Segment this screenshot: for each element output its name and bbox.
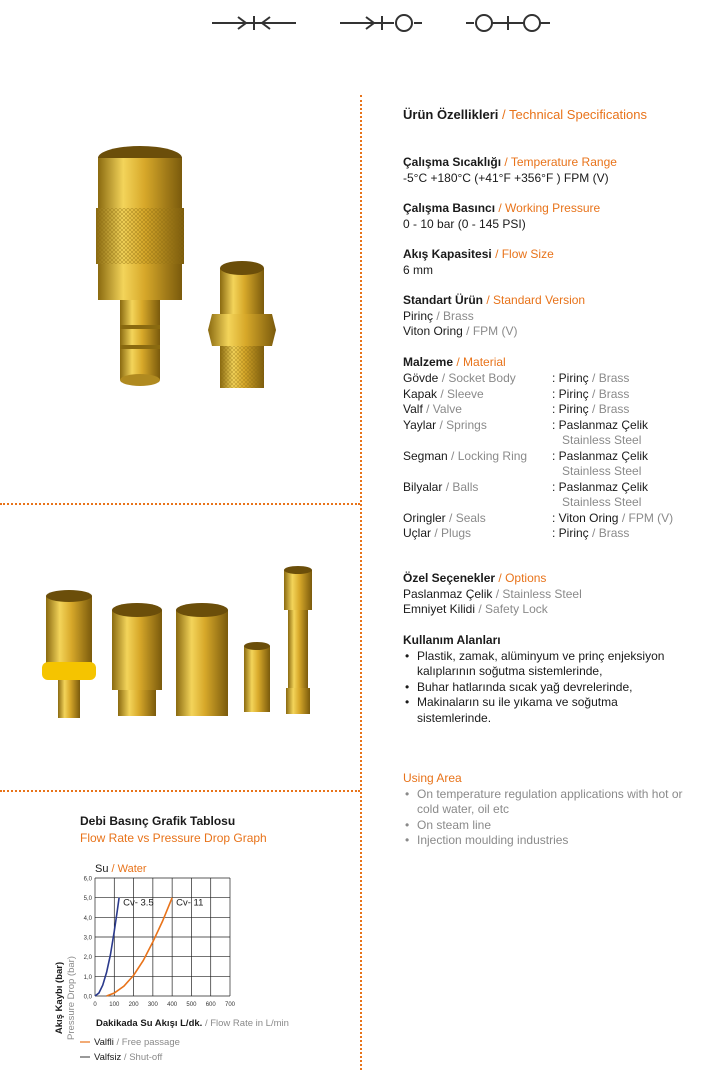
- material-row-value: [552, 526, 629, 542]
- material-heading: [403, 355, 506, 371]
- y-axis-label-tr: Akış Kaybı (bar): [54, 961, 65, 1035]
- medium-label-tr: Su: [95, 863, 109, 875]
- material-value-tr: : Pirinç: [552, 371, 589, 385]
- material-part-tr: Kapak: [403, 386, 438, 401]
- material-row-label: [403, 480, 478, 496]
- material-part-tr: Gövde: [403, 371, 439, 385]
- standard-label-tr: Standart Ürün: [403, 293, 484, 307]
- x-tick-label: 100: [109, 1002, 120, 1008]
- list-item: • Injection moulding industries: [403, 833, 683, 849]
- material-part-tr: Oringler: [403, 510, 446, 525]
- material-row-value: [552, 402, 629, 418]
- material-part-en: / Socket Body: [441, 371, 516, 385]
- chart-grid: [95, 878, 230, 996]
- material-value-tr: : Pirinç: [552, 526, 589, 540]
- material-row-label: [403, 387, 484, 403]
- usage-tr-block: [403, 633, 683, 726]
- temp-value: -5°C +180°C (+41°F +356°F ) FPM (V): [403, 170, 609, 185]
- material-row-value: [552, 480, 648, 511]
- x-tick-label: 700: [224, 1002, 236, 1008]
- list-item: • Buhar hatlarında sıcak yağ devrelerinde,: [403, 680, 683, 696]
- list-item: • On steam line: [403, 818, 683, 834]
- x-axis-label-en: / Flow Rate in L/min: [204, 1018, 289, 1029]
- vertical-divider: [360, 95, 362, 1070]
- coupling-symbol-2-icon: [340, 12, 422, 34]
- material-value-en: / Brass: [592, 402, 630, 416]
- usage-en-label: Using Area: [403, 771, 462, 785]
- material-value-tr: : Viton Oring: [552, 510, 619, 525]
- material-row-value: [552, 387, 629, 403]
- y-tick-label: 4,0: [83, 915, 92, 922]
- material-label-tr: Malzeme: [403, 355, 454, 369]
- x-axis-label: [96, 1018, 289, 1029]
- material-value-en-line: Stainless Steel: [562, 464, 642, 478]
- material-part-tr: Valf: [403, 402, 423, 416]
- list-item: • On temperature regulation applications with hot or cold water, oil etc: [403, 787, 683, 818]
- material-value-en-line: Stainless Steel: [562, 433, 642, 447]
- y-tick-label: 5,0: [83, 896, 92, 903]
- y-axis-label-en: Pressure Drop (bar): [66, 956, 77, 1040]
- material-value-tr: : Paslanmaz Çelik: [552, 417, 649, 432]
- material-part-en: / Sleeve: [440, 386, 484, 401]
- flow-pressure-chart: [50, 858, 340, 1068]
- usage-tr-label: Kullanım Alanları: [403, 633, 501, 647]
- material-value-tr: : Paslanmaz Çelik: [552, 448, 649, 463]
- material-part-tr: Segman: [403, 448, 448, 463]
- material-part-tr: Uçlar: [403, 526, 432, 540]
- temp-label-tr: Çalışma Sıcaklığı: [403, 155, 502, 169]
- material-row-label: [403, 449, 527, 465]
- standard-block: [403, 293, 585, 340]
- list-item: • Plastik, zamak, alüminyum ve prinç enjeksiyon kalıplarının soğutma sistemlerinde,: [403, 649, 683, 680]
- material-row-value: [552, 418, 648, 449]
- material-row-label: [403, 526, 471, 542]
- series-label: Cv- 3.5: [123, 897, 154, 909]
- flow-label-tr: Akış Kapasitesi: [403, 247, 492, 261]
- specs-title-tr: Ürün Özellikleri: [403, 107, 499, 122]
- y-tick-label: 0,0: [83, 994, 92, 1001]
- legend-1-tr: Valfli: [94, 1037, 114, 1048]
- legend-1-en: / Free passage: [116, 1037, 180, 1048]
- material-row-value: [552, 449, 648, 480]
- pressure-block: [403, 201, 600, 232]
- legend-2-en: / Shut-off: [123, 1052, 163, 1063]
- specs-title-en: / Technical Specifications: [502, 107, 648, 122]
- standard-line2-en: / FPM (V): [466, 324, 518, 338]
- material-row-label: [403, 511, 486, 527]
- material-row-label: [403, 418, 487, 434]
- graph-subtitle: Flow Rate vs Pressure Drop Graph: [80, 831, 267, 845]
- x-tick-label: 200: [128, 1002, 139, 1008]
- medium-label-en: / Water: [111, 863, 147, 875]
- material-value-en: / Brass: [592, 371, 630, 385]
- horizontal-divider-top: [0, 503, 360, 505]
- material-part-en: / Balls: [445, 479, 479, 494]
- options-line1-tr: Paslanmaz Çelik: [403, 586, 493, 601]
- material-part-en: / Plugs: [434, 526, 472, 540]
- material-part-en: / Valve: [426, 402, 462, 416]
- material-part-en: / Locking Ring: [451, 448, 528, 463]
- temp-label-en: / Temperature Range: [504, 155, 617, 169]
- y-tick-labels: [84, 877, 93, 1001]
- options-line2-en: / Safety Lock: [478, 602, 548, 616]
- x-tick-label: 0: [93, 1002, 97, 1008]
- legend-1: [94, 1037, 180, 1048]
- y-tick-label: 2,0: [83, 955, 92, 962]
- standard-line1-en: / Brass: [436, 308, 474, 323]
- options-label-en: / Options: [498, 571, 547, 585]
- list-item: • Makinaların su ile yıkama ve soğutma sistemlerinde.: [403, 695, 683, 726]
- horizontal-divider-bottom: [0, 790, 360, 792]
- temperature-block: [403, 155, 617, 186]
- standard-line1-tr: Pirinç: [403, 308, 434, 323]
- y-tick-label: 3,0: [83, 935, 92, 942]
- x-tick-label: 600: [205, 1002, 216, 1008]
- material-value-en: / Brass: [592, 526, 630, 540]
- standard-label-en: / Standard Version: [486, 293, 586, 307]
- product-range-image: [36, 566, 336, 726]
- flow-value: 6 mm: [403, 262, 433, 277]
- x-tick-label: 400: [167, 1002, 178, 1008]
- medium-label: [95, 863, 147, 875]
- usage-en-list: [403, 787, 683, 849]
- usage-en-block: [403, 771, 683, 849]
- flow-label-en: / Flow Size: [495, 247, 554, 261]
- options-line1-en: / Stainless Steel: [495, 586, 582, 601]
- series-label: Cv- 11: [176, 897, 204, 909]
- material-label-en: / Material: [456, 355, 506, 369]
- x-tick-labels: [93, 1002, 235, 1008]
- coupling-symbol-3-icon: [466, 12, 550, 34]
- series-labels: [123, 898, 203, 909]
- y-tick-label: 1,0: [83, 974, 92, 981]
- material-value-en-line: Stainless Steel: [562, 495, 642, 509]
- series-line-0: [95, 898, 119, 996]
- product-main-socket-image: [80, 140, 360, 400]
- material-part-en: / Seals: [449, 510, 486, 525]
- material-part-en: / Springs: [439, 417, 487, 432]
- material-row-label: [403, 402, 462, 418]
- options-block: [403, 571, 582, 618]
- options-line2-tr: Emniyet Kilidi: [403, 602, 476, 616]
- legend-2-tr: Valfsiz: [94, 1052, 122, 1063]
- material-part-tr: Bilyalar: [403, 479, 443, 494]
- x-axis-label-tr: Dakikada Su Akışı L/dk.: [96, 1018, 203, 1029]
- material-value-tr: : Pirinç: [552, 386, 589, 401]
- material-row-label: [403, 371, 516, 387]
- legend-2: [94, 1052, 163, 1063]
- coupling-symbol-1-icon: [212, 12, 296, 34]
- material-value-en: / FPM (V): [621, 510, 674, 525]
- pressure-label-tr: Çalışma Basıncı: [403, 201, 496, 215]
- pressure-label-en: / Working Pressure: [498, 201, 601, 215]
- x-tick-label: 300: [147, 1002, 158, 1008]
- flow-block: [403, 247, 554, 278]
- x-tick-label: 500: [186, 1002, 197, 1008]
- material-row-value: [552, 511, 673, 527]
- material-row-value: [552, 371, 629, 387]
- standard-line2-tr: Viton Oring: [403, 324, 463, 338]
- material-value-tr: : Pirinç: [552, 402, 589, 416]
- material-value-tr: : Paslanmaz Çelik: [552, 479, 649, 494]
- y-tick-label: 6,0: [83, 876, 92, 883]
- specs-title: [403, 107, 647, 122]
- usage-tr-list: [403, 649, 683, 727]
- material-value-en: / Brass: [592, 386, 630, 401]
- pressure-value: 0 - 10 bar (0 - 145 PSI): [403, 216, 526, 231]
- material-part-tr: Yaylar: [403, 417, 437, 432]
- graph-title: Debi Basınç Grafik Tablosu: [80, 814, 236, 828]
- options-label-tr: Özel Seçenekler: [403, 571, 496, 585]
